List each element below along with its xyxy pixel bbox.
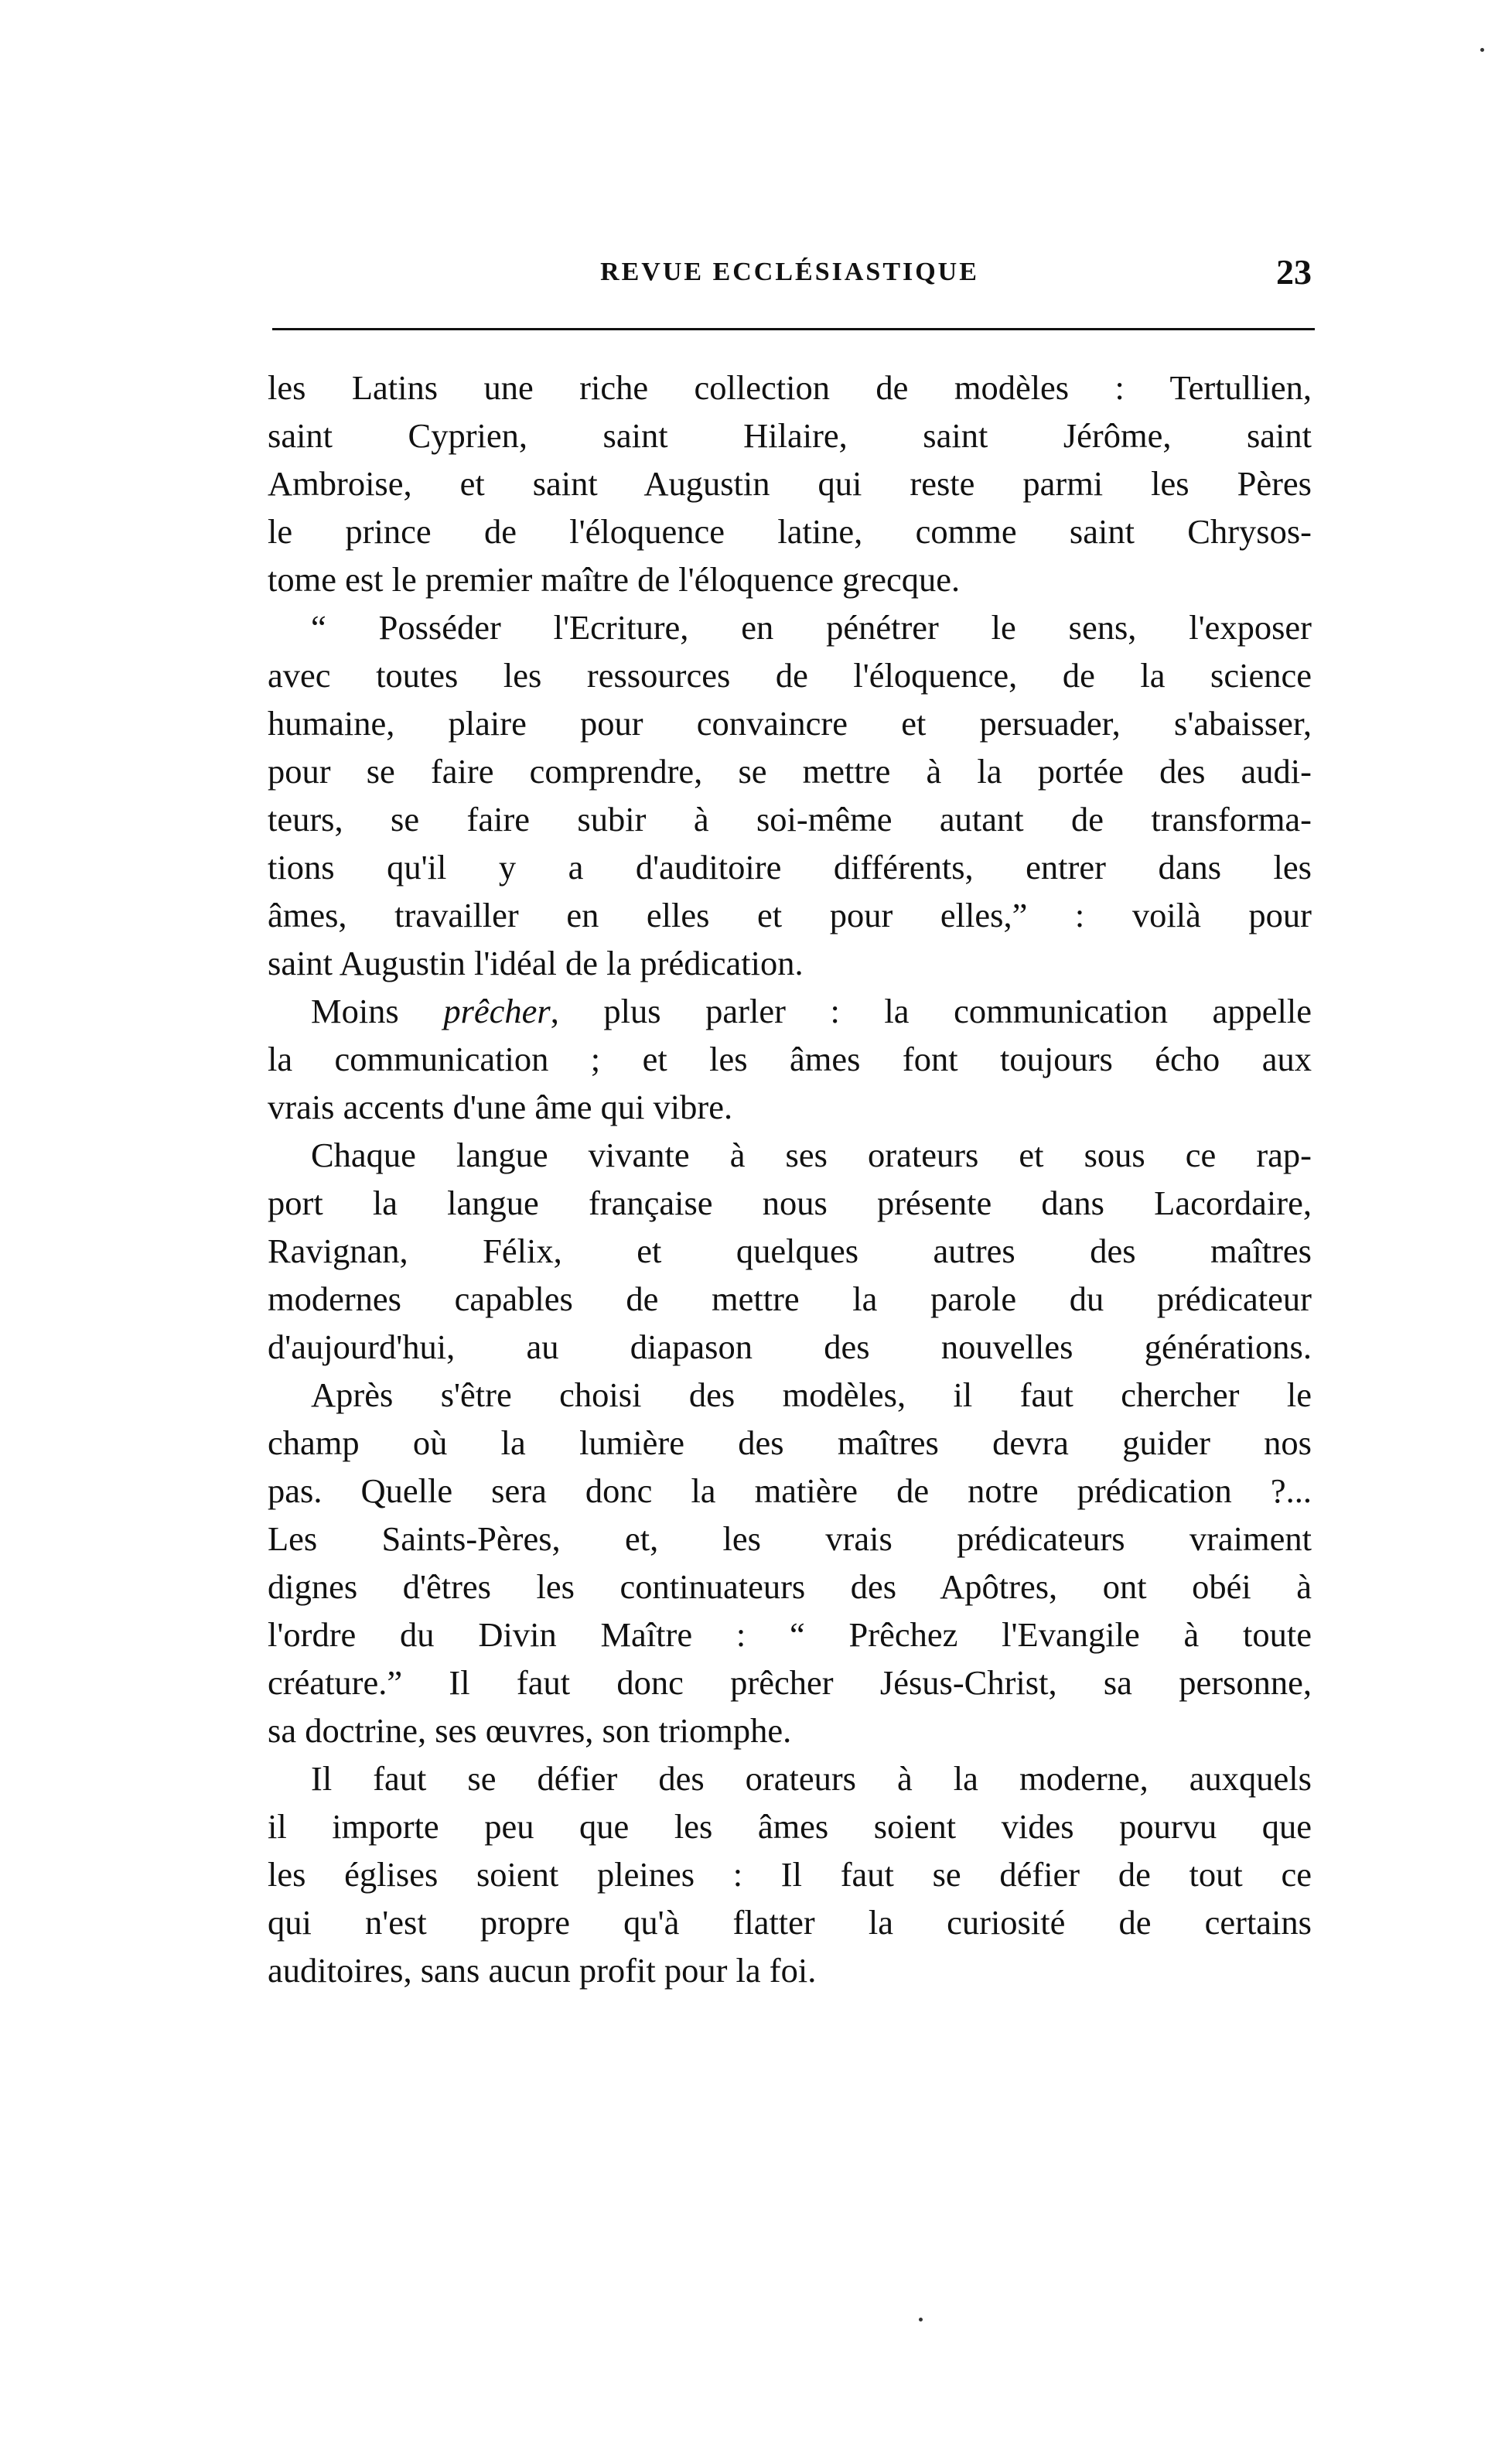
text-line-4: le prince de l'éloquence latine, comme saint Chrysos- (268, 512, 1312, 551)
text-fragment-plus-parler: , plus parler : la communication appelle (550, 992, 1312, 1030)
text-line-33: qui n'est propre qu'à flatter la curiosité de certains (268, 1903, 1312, 1942)
text-line-6: “ Posséder l'Ecriture, en pénétrer le sens, l'exposer (311, 608, 1312, 647)
text-line-30: Il faut se défier des orateurs à la moderne, auxquels (311, 1759, 1312, 1798)
text-line-19: Ravignan, Félix, et quelques autres des maîtres (268, 1232, 1312, 1270)
running-title: REVUE ECCLÉSIASTIQUE (600, 258, 979, 286)
text-line-12: âmes, travailler en elles et pour elles,” : voilà pour (268, 896, 1312, 934)
text-fragment-moins: Moins (311, 992, 399, 1030)
text-line-1: les Latins une riche collection de modèles : Tertullien, (268, 368, 1312, 407)
text-line-24: pas. Quelle sera donc la matière de notre prédication ?... (268, 1471, 1312, 1510)
text-line-34: auditoires, sans aucun profit pour la foi. (268, 1951, 817, 1990)
text-line-22: Après s'être choisi des modèles, il faut chercher le (311, 1375, 1312, 1414)
italic-word-precher: prêcher (443, 992, 551, 1030)
text-line-31: il importe peu que les âmes soient vides pourvu que (268, 1807, 1312, 1846)
text-line-32: les églises soient pleines : Il faut se défier de tout ce (268, 1855, 1312, 1894)
running-head (268, 249, 1312, 296)
text-line-20: modernes capables de mettre la parole du prédicateur (268, 1279, 1312, 1318)
print-speck-top (1480, 48, 1484, 52)
print-speck-bottom (919, 2318, 923, 2321)
text-line-15: la communication ; et les âmes font toujours écho aux (268, 1040, 1312, 1078)
page-number: 23 (1276, 252, 1312, 292)
body-text (268, 364, 1312, 1994)
text-line-16: vrais accents d'une âme qui vibre. (268, 1088, 733, 1126)
text-line-3: Ambroise, et saint Augustin qui reste parmi les Pères (268, 464, 1312, 503)
text-line-10: teurs, se faire subir à soi-même autant de transforma- (268, 800, 1312, 839)
text-line-11: tions qu'il y a d'auditoire différents, entrer dans les (268, 848, 1312, 887)
text-line-29: sa doctrine, ses œuvres, son triomphe. (268, 1711, 792, 1750)
text-line-17: Chaque langue vivante à ses orateurs et sous ce rap- (311, 1136, 1312, 1174)
text-line-28: créature.” Il faut donc prêcher Jésus-Christ, sa personne, (268, 1663, 1312, 1702)
text-line-5: tome est le premier maître de l'éloquence grecque. (268, 560, 961, 599)
text-line-23: champ où la lumière des maîtres devra guider nos (268, 1423, 1312, 1462)
text-line-8: humaine, plaire pour convaincre et persuader, s'abaisser, (268, 704, 1312, 743)
header-rule (272, 328, 1315, 330)
text-line-18: port la langue française nous présente dans Lacordaire, (268, 1184, 1312, 1222)
text-line-21: d'aujourd'hui, au diapason des nouvelles générations. (268, 1327, 1312, 1366)
text-line-7: avec toutes les ressources de l'éloquence, de la science (268, 656, 1312, 695)
text-line-27: l'ordre du Divin Maître : “ Prêchez l'Evangile à toute (268, 1615, 1312, 1654)
text-line-14 (268, 987, 1312, 1035)
text-line-2: saint Cyprien, saint Hilaire, saint Jérôme, saint (268, 416, 1312, 455)
text-line-25: Les Saints-Pères, et, les vrais prédicateurs vraiment (268, 1519, 1312, 1558)
text-line-9: pour se faire comprendre, se mettre à la portée des audi- (268, 752, 1312, 791)
text-line-26: dignes d'êtres les continuateurs des Apôtres, ont obéi à (268, 1567, 1312, 1606)
text-line-13: saint Augustin l'idéal de la prédication. (268, 944, 804, 982)
